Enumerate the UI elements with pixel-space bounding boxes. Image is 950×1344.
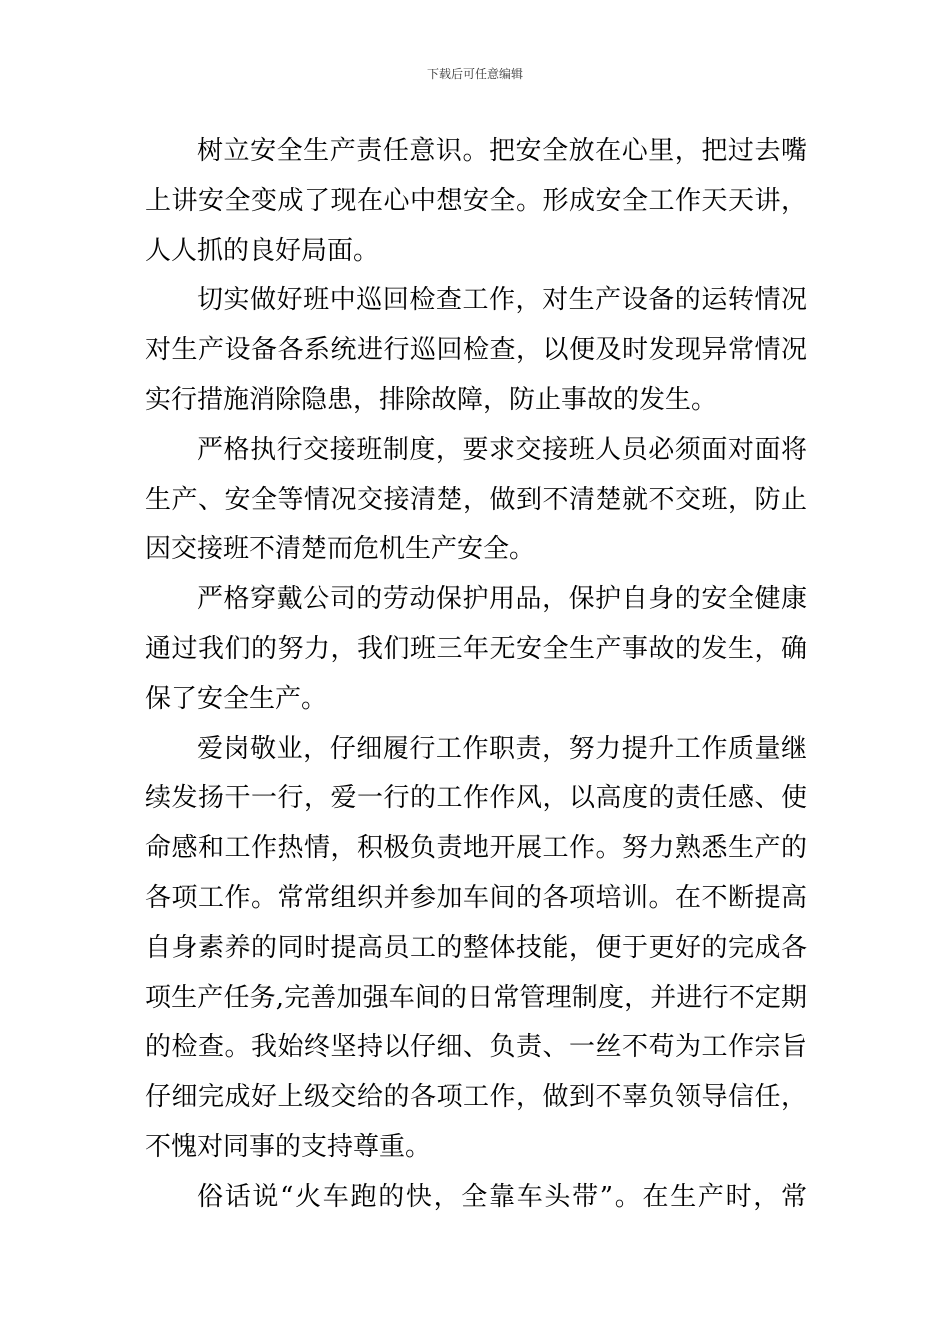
text-line: 仔细完成好上级交给的各项工作，做到不辜负领导信任， <box>145 1082 807 1113</box>
text-line: 续发扬干一行，爱一行的工作作风，以高度的责任感、使 <box>145 783 807 814</box>
text-line: 人人抓的良好局面。 <box>145 235 380 266</box>
text-line: 通过我们的努力，我们班三年无安全生产事故的发生，确 <box>145 633 807 664</box>
paragraph-proverb <box>145 1173 807 1223</box>
text-line: 各项工作。常常组织并参加车间的各项培训。在不断提高 <box>145 882 807 913</box>
document-body <box>145 127 807 1223</box>
text-line: 命感和工作热情，积极负责地开展工作。努力熟悉生产的 <box>145 833 807 864</box>
paragraph-safety-awareness <box>145 127 807 276</box>
paragraph-dedication <box>145 725 807 1173</box>
text-line: 切实做好班中巡回检查工作，对生产设备的运转情况 <box>197 285 807 316</box>
text-line: 的检查。我始终坚持以仔细、负责、一丝不苟为工作宗旨 <box>145 1032 807 1063</box>
text-line: 严格执行交接班制度，要求交接班人员必须面对面将 <box>197 434 807 465</box>
text-line: 保了安全生产。 <box>145 683 328 714</box>
text-line: 项生产任务,完善加强车间的日常管理制度，并进行不定期 <box>145 982 807 1013</box>
text-line: 上讲安全变成了现在心中想安全。形成安全工作天天讲， <box>145 185 807 216</box>
text-line: 自身素养的同时提高员工的整体技能，便于更好的完成各 <box>145 932 807 963</box>
text-line: 实行措施消除隐患，排除故障，防止事故的发生。 <box>145 384 718 415</box>
paragraph-shift-handover <box>145 426 807 575</box>
text-line: 因交接班不清楚而危机生产安全。 <box>145 534 536 565</box>
text-line: 俗话说“火车跑的快，全靠车头带”。在生产时，常 <box>197 1181 807 1212</box>
text-line: 对生产设备各系统进行巡回检查，以便及时发现异常情况 <box>145 335 807 366</box>
paragraph-patrol-inspection <box>145 276 807 425</box>
text-line: 爱岗敬业，仔细履行工作职责，努力提升工作质量继 <box>197 733 807 764</box>
text-line: 不愧对同事的支持尊重。 <box>145 1131 432 1162</box>
text-line: 生产、安全等情况交接清楚，做到不清楚就不交班，防止 <box>145 484 807 515</box>
page-header: 下载后可任意编辑 <box>426 67 523 81</box>
paragraph-protective-equipment <box>145 575 807 724</box>
text-line: 严格穿戴公司的劳动保护用品，保护自身的安全健康 <box>197 584 807 615</box>
text-line: 树立安全生产责任意识。把安全放在心里，把过去嘴 <box>197 136 807 166</box>
